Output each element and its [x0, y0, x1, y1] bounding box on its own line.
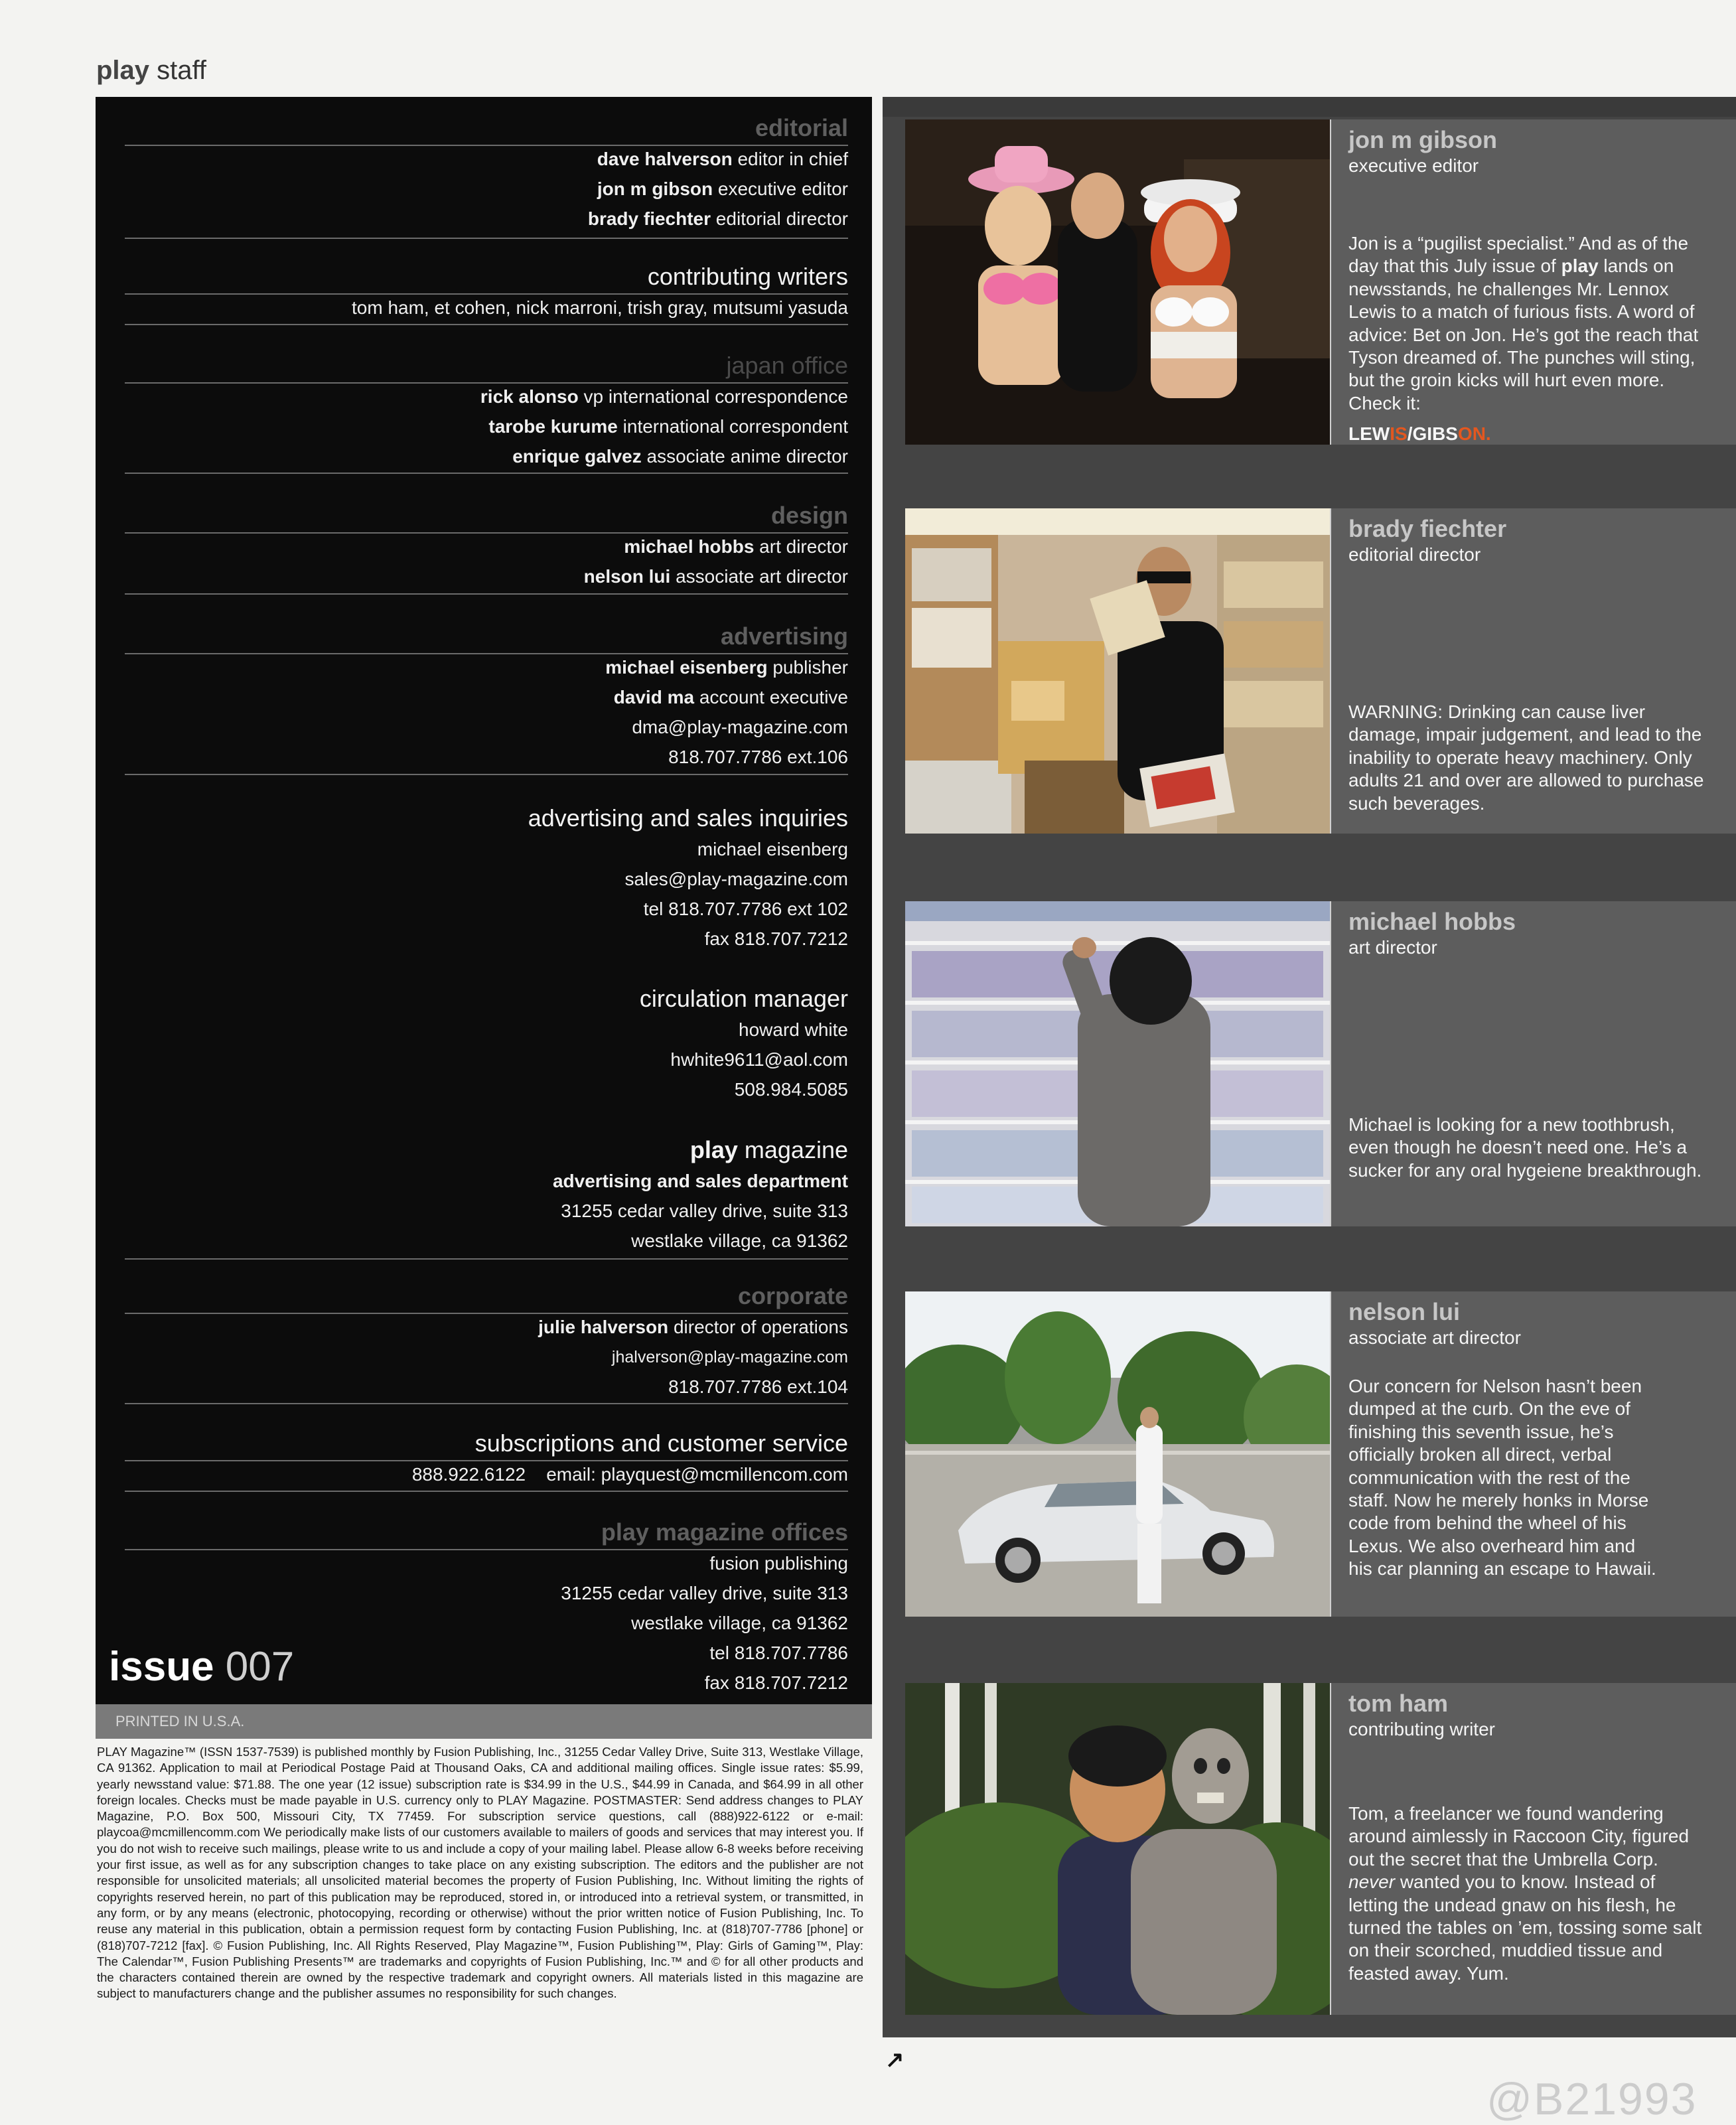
- ad-sales-heading: advertising and sales inquiries: [528, 804, 848, 832]
- divider: [125, 593, 848, 595]
- address-line: westlake village, ca 91362: [631, 1613, 848, 1633]
- masthead-panel: [96, 97, 872, 1704]
- staff-row: michael eisenberg publisher: [605, 657, 848, 678]
- staff-bio: Our concern for Nelson hasn’t been dumped at the curb. On the eve of finishing this seventh issue, he’s officially broken all direct, verbal communication with the rest of the staff. Now he merely honks in Morse code from behind the wheel of his Lexus. We also overheard him and his car planning an escape to Hawaii.: [1348, 1376, 1656, 1579]
- company-name: fusion publishing: [709, 1553, 848, 1574]
- divider: [125, 382, 848, 384]
- divider: [125, 1258, 848, 1260]
- printed-in-bar: PRINTED IN U.S.A.: [96, 1704, 872, 1739]
- staff-bio: Jon is a “pugilist specialist.” And as of the day that this July issue of play lands on newsstands, he challenges Mr. Lennox Lewis to a match of furious fists. A word of advice: Bet on Jon. He’s got the reach that Tyson dreamed of. The punches will sting, but the groin kicks will hurt even more. Check it: LEWIS/GIBSON.: [1348, 232, 1720, 446]
- staff-info: [1330, 1291, 1736, 1617]
- contributors-list: tom ham, et cohen, nick marroni, trish gray, mutsumi yasuda: [352, 297, 848, 318]
- phone: 508.984.5085: [734, 1079, 848, 1100]
- contact-name: howard white: [739, 1019, 848, 1040]
- staff-row: david ma account executive: [613, 687, 848, 707]
- divider: [125, 532, 848, 534]
- divider: [125, 473, 848, 474]
- staff-name: brady fiechter: [1348, 515, 1507, 542]
- legal-fineprint: PLAY Magazine™ (ISSN 1537-7539) is published monthly by Fusion Publishing, Inc., 31255 Cedar Valley Drive, Suite 313, Westlake Village, CA 91362. Application to mail at Periodical Postage Paid at Thousand Oaks, CA and additional mailing offices. Single issue rates: $5.99, yearly newsstand value: $71.88. The one year (12 issue) subscription rate is $34.99 in the U.S., $44.99 in Canada, and $64.99 in all other foreign locales. Checks must be made payable in U.S. currency only to PLAY Magazine. POSTMASTER: Send address changes to PLAY Magazine, P.O. Box 500, Missouri City, TX 77459. For subscription service questions, call (888)922-6122 or e-mail: playcoa@mcmillencomm.com We periodically make lists of our customers available to mailers of goods and services that may interest you. If you do not wish to receive such mailings, please write to us and include a copy of your mailing label. Please allow 6-8 weeks before receiving your first issue, as well as for any subscription changes to take place on any existing subscription. The editors and the publisher are not responsible for unsolicited materials; all unsolicited material becomes the property of Fusion Publishing, Inc. Without limiting the rights of copyrights reserved herein, no part of this publication may be reproduced, stored in, or introduced into a retrieval system, or transmitted, in any form, or by any means (electronic, photocopying, recording or otherwise) without the prior written notice of Fusion Publishing, Inc. To reuse any material in this publication, obtain a permission request form by contacting Fusion Publishing, Inc. at (818)707-7786 [phone] or (818)707-7212 [fax]. © Fusion Publishing, Inc. All Rights Reserved, Play Magazine™, Fusion Publishing™, Play: Girls of Gaming™, Play: The Calendar™, Fusion Publishing Presents™ are trademarks and copyrights of Fusion Publishing, Inc.™ and © for all other products and the characters contained therein are owned by the respective trademark and copyright owners. All materials listed in this magazine are subject to manufacturers change and the publisher assumes no responsibility for such changes.: [97, 1745, 863, 2001]
- watermark: @B21993: [1486, 2074, 1698, 2124]
- divider: [125, 1460, 848, 1461]
- staff-row: rick alonso vp international correspondence: [480, 386, 848, 407]
- staff-bio: Michael is looking for a new toothbrush, even though he doesn’t need one. He’s a sucker for any oral hygeiene breakthrough.: [1348, 1114, 1702, 1181]
- staff-photo: [905, 119, 1330, 445]
- staff-row: brady fiechter editorial director: [587, 208, 848, 229]
- divider: [125, 774, 848, 775]
- staff-photo: [905, 1291, 1330, 1617]
- staff-photo: [905, 901, 1330, 1226]
- staff-role: executive editor: [1348, 155, 1479, 176]
- staff-info: [1330, 119, 1736, 445]
- corporate-heading: corporate: [737, 1282, 848, 1309]
- staff-row: julie halverson director of operations: [538, 1317, 848, 1337]
- staff-info: [1330, 901, 1736, 1226]
- staff-card: [905, 1683, 1736, 2015]
- divider: [125, 653, 848, 654]
- phone: tel 818.707.7786 ext 102: [643, 899, 848, 919]
- divider: [125, 238, 848, 239]
- email: sales@play-magazine.com: [624, 869, 848, 889]
- issue-number: issue 007: [109, 1644, 295, 1690]
- staff-photo: [905, 1683, 1330, 2015]
- contributing-heading: contributing writers: [647, 263, 848, 290]
- staff-role: art director: [1348, 937, 1437, 958]
- fax: fax 818.707.7212: [704, 1672, 848, 1693]
- staff-panel: [883, 97, 1736, 2037]
- address-line: westlake village, ca 91362: [631, 1230, 848, 1251]
- divider: [125, 1403, 848, 1404]
- divider: [125, 1491, 848, 1492]
- circulation-heading: circulation manager: [639, 985, 848, 1012]
- fax: fax 818.707.7212: [704, 928, 848, 949]
- phone: 818.707.7786 ext.106: [668, 747, 848, 767]
- divider: [125, 324, 848, 325]
- staff-row: dave halverson editor in chief: [597, 149, 848, 169]
- address-line: 31255 cedar valley drive, suite 313: [561, 1583, 848, 1603]
- staff-bio: WARNING: Drinking can cause liver damage, impair judgement, and lead to the inability to operate heavy machinery. Only adults 21 and over are allowed to purchase such beverages.: [1348, 701, 1704, 814]
- arrow-mark-icon: ↗: [885, 2047, 904, 2073]
- staff-row: enrique galvez associate anime director: [512, 446, 848, 467]
- subscriptions-heading: subscriptions and customer service: [474, 1429, 848, 1457]
- staff-name: nelson lui: [1348, 1298, 1461, 1325]
- address-line: 31255 cedar valley drive, suite 313: [561, 1201, 848, 1221]
- department: advertising and sales department: [552, 1171, 848, 1191]
- staff-info: [1330, 1683, 1736, 2015]
- staff-name: michael hobbs: [1348, 908, 1516, 935]
- staff-role: contributing writer: [1348, 1719, 1495, 1739]
- contact-name: michael eisenberg: [697, 839, 848, 859]
- divider: [125, 1549, 848, 1550]
- divider: [125, 293, 848, 295]
- phone: tel 818.707.7786: [709, 1643, 848, 1663]
- staff-card: [905, 119, 1736, 445]
- subscription-contact: 888.922.6122 email: playquest@mcmillencom.com: [411, 1464, 848, 1485]
- staff-row: tarobe kurume international correspondent: [488, 416, 848, 437]
- play-magazine-heading: play magazine: [689, 1136, 848, 1163]
- email: hwhite9611@aol.com: [670, 1049, 848, 1070]
- staff-bio: Tom, a freelancer we found wandering around aimlessly in Raccoon City, figured out the secret that the Umbrella Corp. never wanted you to know. Instead of letting the undead gnaw on his flesh, he turned the tables on ’em, tossing some salt on their scorched, muddied tissue and feasted away. Yum.: [1348, 1803, 1702, 1984]
- offices-heading: play magazine offices: [601, 1518, 848, 1546]
- page-title: play staff: [96, 56, 207, 85]
- staff-row: nelson lui associate art director: [583, 566, 848, 587]
- staff-card: [905, 901, 1736, 1226]
- email: dma@play-magazine.com: [632, 717, 848, 737]
- editorial-heading: editorial: [755, 114, 848, 141]
- staff-name: tom ham: [1348, 1690, 1449, 1717]
- staff-info: [1330, 508, 1736, 834]
- staff-row: jon m gibson executive editor: [597, 179, 848, 199]
- staff-row: michael hobbs art director: [624, 536, 848, 557]
- staff-card: [905, 508, 1736, 834]
- staff-photo: [905, 508, 1330, 834]
- lewis-gibson-tag: LEWIS/GIBSON.: [1348, 423, 1491, 445]
- design-heading: design: [770, 502, 848, 529]
- staff-role: associate art director: [1348, 1327, 1521, 1348]
- email: jhalverson@play-magazine.com: [611, 1348, 848, 1366]
- phone: 818.707.7786 ext.104: [668, 1376, 848, 1397]
- staff-card: [905, 1291, 1736, 1617]
- advertising-heading: advertising: [720, 623, 848, 650]
- staff-name: jon m gibson: [1348, 126, 1497, 153]
- divider: [125, 1313, 848, 1314]
- divider: [125, 145, 848, 146]
- staff-role: editorial director: [1348, 544, 1481, 565]
- japan-office-heading: japan office: [726, 352, 848, 379]
